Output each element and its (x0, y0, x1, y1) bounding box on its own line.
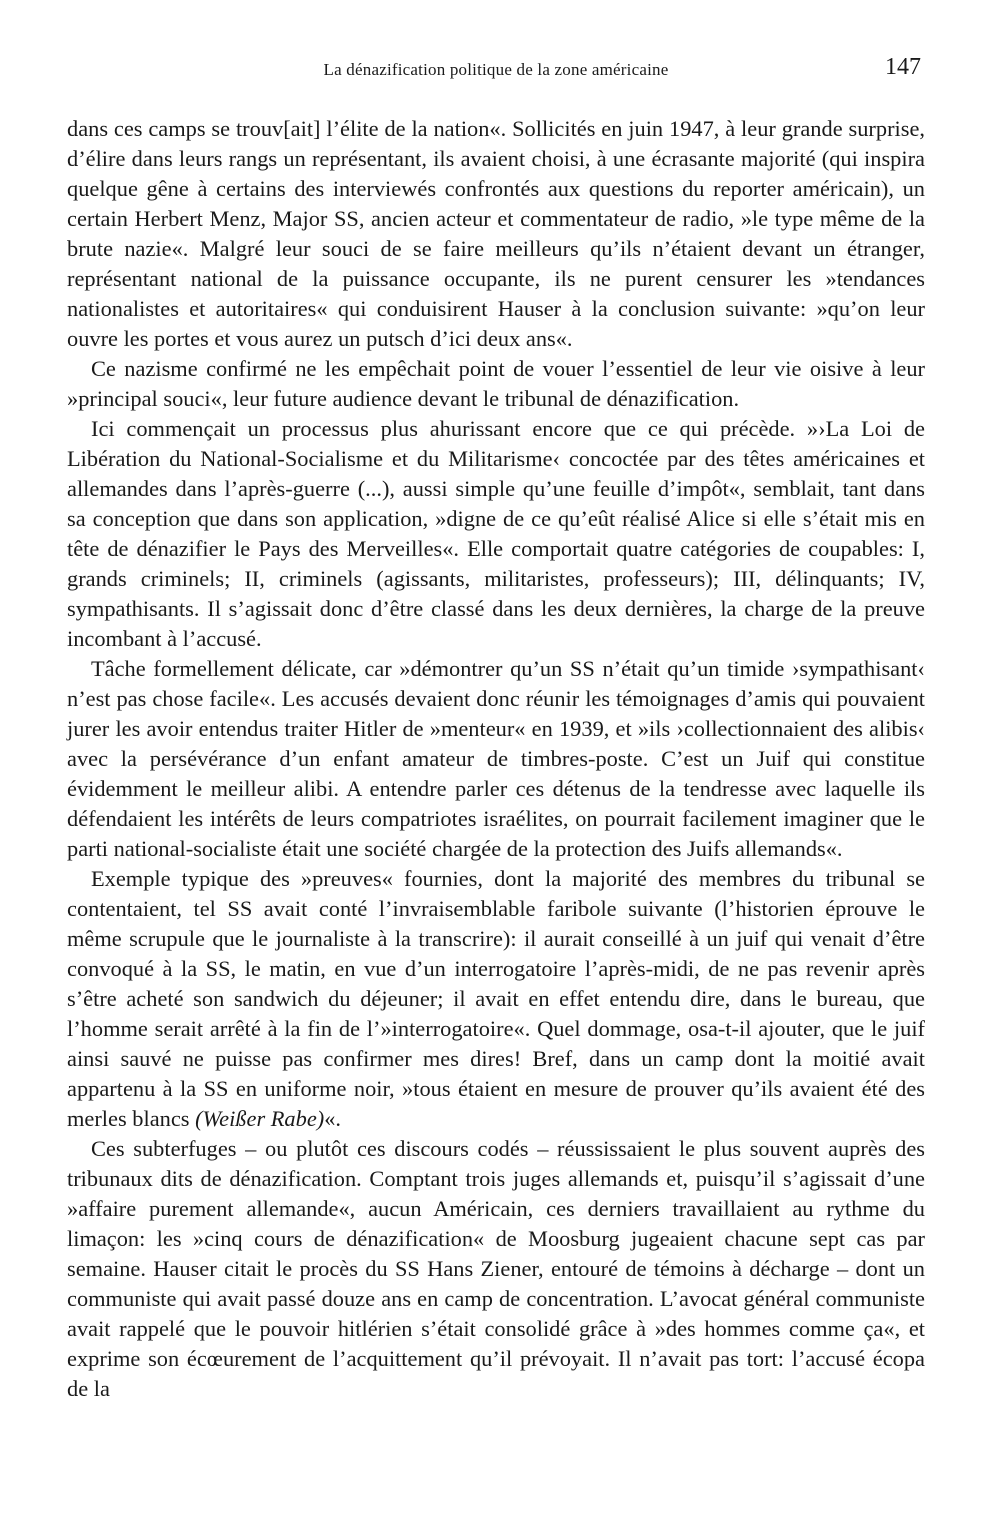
paragraph-text: Exemple typique des »preuves« fournies, dont la majorité des membres du tribunal se contentaient, tel SS avait conté l’invraisemblable faribole suivante (l’historien éprouve le même scrupule que le journaliste à la transcrire): il aurait conseillé à un juif qui venait d’être convoqué à la SS, le matin, en vue d’un interrogatoire l’après-midi, de ne pas revenir après s’être acheté son sandwich du déjeuner; il avait en effet entendu dire, dans le bureau, que l’homme serait arrêté à la fin de l’»interrogatoire«. Quel dommage, osa-t-il ajouter, que le juif ainsi sauvé ne puisse pas confirmer mes dires! Bref, dans un camp dont la moitié avait appartenu à la SS en uniforme noir, »tous étaient en mesure de prouver qu’ils avaient été des merles blancs (67, 866, 925, 1131)
document-page (67, 52, 925, 1404)
paragraph: Ces subterfuges – ou plutôt ces discours codés – réussissaient le plus souvent auprès des tribunaux dits de dénazification. Comptant trois juges allemands et, puisqu’il s’agissait d’une »affaire purement allemande«, aucun Américain, ces derniers travaillaient au rythme du limaçon: les »cinq cours de dénazification« de Moosburg jugeaient chacune sept cas par semaine. Hauser citait le procès du SS Hans Ziener, entouré de témoins à décharge – dont un communiste qui avait passé douze ans en camp de concentration. L’avocat général communiste avait rappelé que le pouvoir hitlérien s’était consolidé grâce à »des hommes comme ça«, et exprime son écœurement de l’acquittement qu’il prévoyait. Il n’avait pas tort: l’accusé écopa de la (67, 1136, 925, 1401)
page-header (67, 52, 925, 88)
body-text (67, 114, 925, 1404)
paragraph: dans ces camps se trouv[ait] l’élite de la nation«. Sollicités en juin 1947, à leur grande surprise, d’élire dans leurs rangs un représentant, ils avaient choisi, à une écrasante majorité (qui inspira quelque gêne à certains des interviewés confrontés aux questions du reporter américain), un certain Herbert Menz, Major SS, ancien acteur et commentateur de radio, »le type même de la brute nazie«. Malgré leur souci de se faire meilleurs qu’ils n’étaient devant un étranger, représentant national de la puissance occupante, ils ne purent censurer les »tendances nationalistes et autoritaires« qui conduisirent Hauser à la conclusion suivante: »qu’on leur ouvre les portes et vous aurez un putsch d’ici deux ans«. (67, 116, 925, 351)
paragraph: Ce nazisme confirmé ne les empêchait point de vouer l’essentiel de leur vie oisive à leur »principal souci«, leur future audience devant le tribunal de dénazification. (67, 356, 925, 411)
paragraph: Tâche formellement délicate, car »démontrer qu’un SS n’était qu’un timide ›sympathisant‹ n’est pas chose facile«. Les accusés devaient donc réunir les témoignages d’amis qui pouvaient jurer les avoir entendus traiter Hitler de »menteur« en 1939, et »ils ›collectionnaient des alibis‹ avec la persévérance d’un enfant amateur de timbres-poste. C’est un Juif qui constitue évidemment le meilleur alibi. A entendre parler ces détenus de la tendresse avec laquelle ils défendaient les intérêts de leurs compatriotes israélites, on pourrait facilement imaginer que le parti national-socialiste était une société chargée de la protection des Juifs allemands«. (67, 656, 925, 861)
closing-quote: «. (324, 1106, 342, 1131)
italic-phrase: (Weißer Rabe) (195, 1106, 325, 1131)
paragraph (67, 864, 925, 1134)
paragraph: Ici commençait un processus plus ahurissant encore que ce qui précède. »›La Loi de Libération du National-Socialisme et du Militarisme‹ concoctée par des têtes américaines et allemandes dans l’après-guerre (...), aussi simple qu’une feuille d’impôt«, semblait, tant dans sa conception que dans son application, »digne de ce qu’eût réalisé Alice si elle s’était mis en tête de dénazifier le Pays des Merveilles«. Elle comportait quatre catégories de coupables: I, grands criminels; II, criminels (agissants, militaristes, professeurs); III, délinquants; IV, sympathisants. Il s’agissait donc d’être classé dans les deux dernières, la charge de la preuve incombant à l’accusé. (67, 416, 925, 651)
running-title: La dénazification politique de la zone américaine (323, 60, 669, 79)
page-number: 147 (885, 54, 921, 80)
